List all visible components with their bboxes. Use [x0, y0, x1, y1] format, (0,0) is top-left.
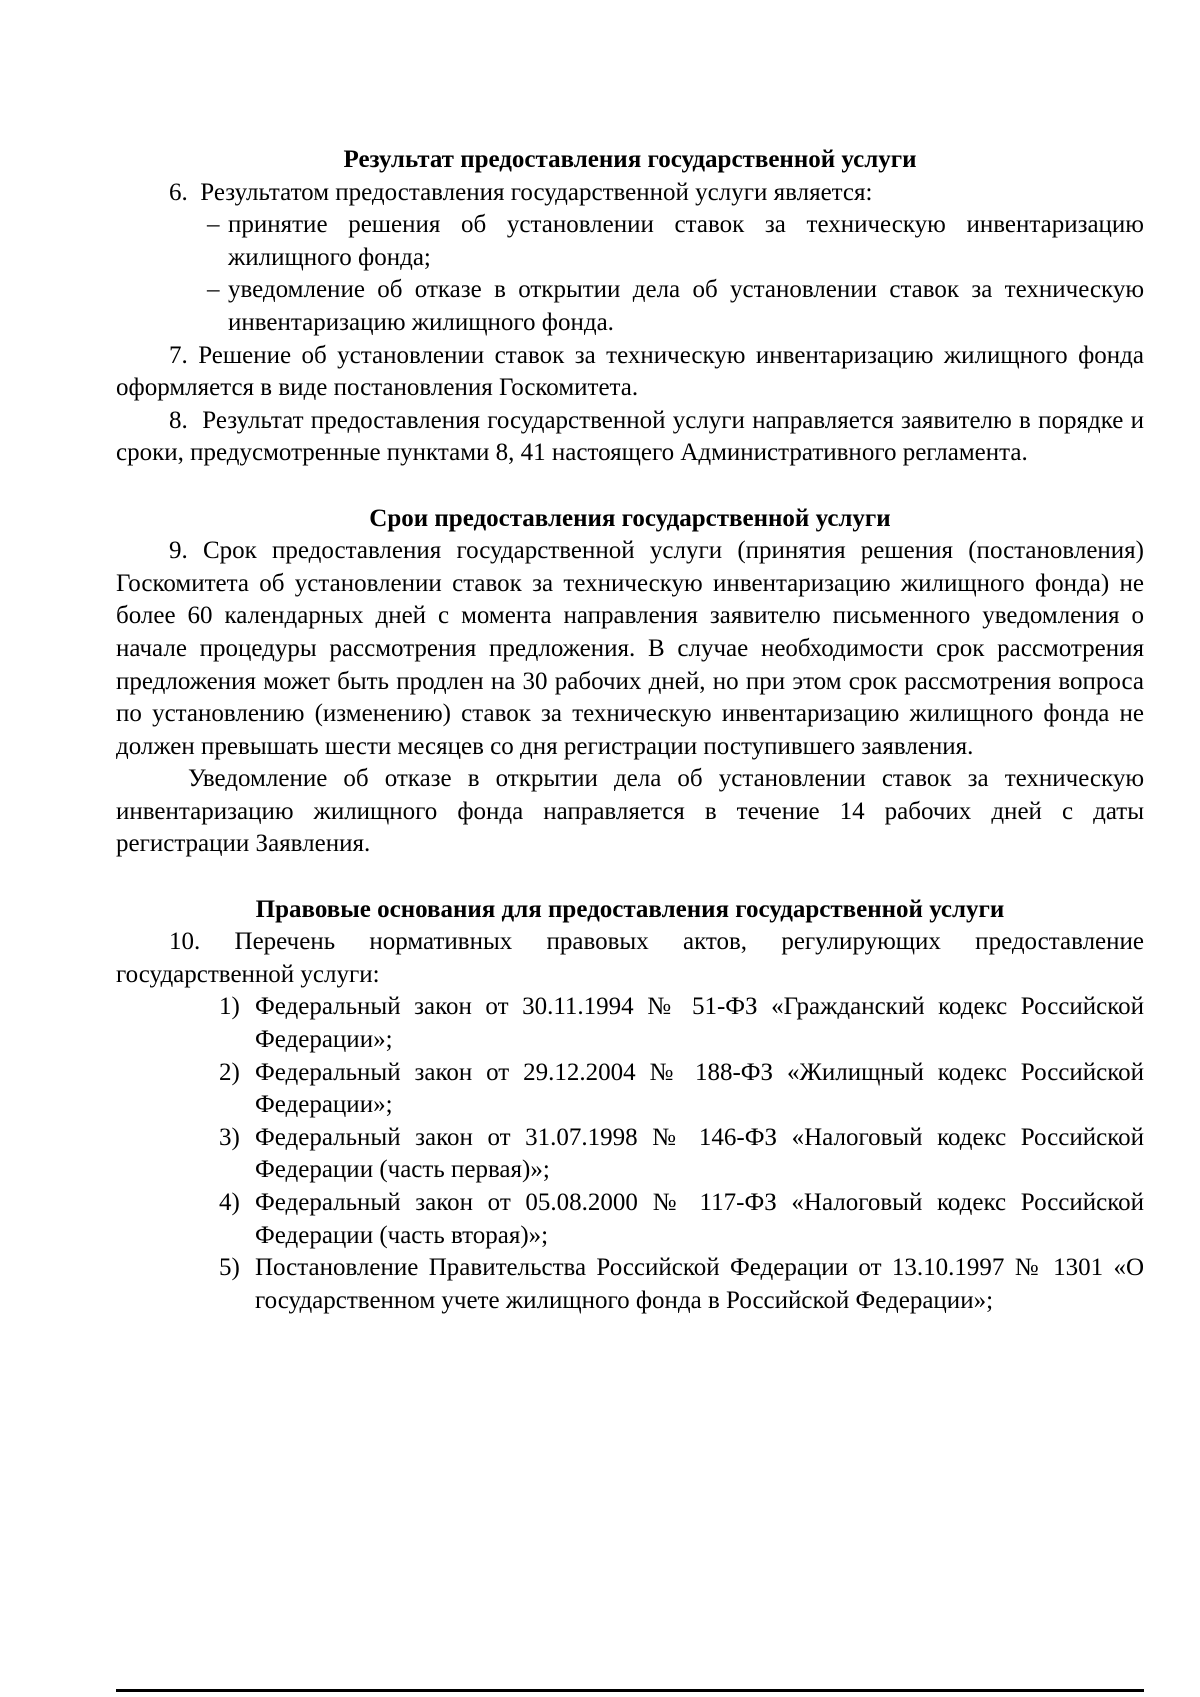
number-marker: 5): [219, 1254, 240, 1282]
list-item: [116, 209, 1144, 274]
number-marker: 3): [219, 1123, 240, 1151]
section-gap: [116, 470, 1144, 503]
list-item-text: Постановление Правительства Российской Федерации от 13.10.1997 № 1301 «О государственном учете жилищного фонда в Российской Федерации»;: [255, 1254, 1144, 1314]
list-item-text: принятие решения об установлении ставок за техническую инвентаризацию жилищного фонда;: [228, 211, 1144, 271]
list-item: [116, 1057, 1144, 1122]
section-gap: [116, 861, 1144, 894]
number-marker: 2): [219, 1058, 240, 1086]
paragraph-7: 7. Решение об установлении ставок за техническую инвентаризацию жилищного фонда оформляется в виде постановления Госкомитета.: [116, 341, 1144, 402]
footer-rule: [116, 1689, 1144, 1692]
list-item: [116, 1252, 1144, 1317]
heading-terms: Срои предоставления государственной услуги: [369, 504, 891, 532]
paragraph-6: 6. Результатом предоставления государственной услуги является:: [169, 178, 873, 206]
heading-result: Результат предоставления государственной услуги: [343, 146, 917, 173]
list-item-text: Федеральный закон от 05.08.2000 № 117-ФЗ «Налоговый кодекс Российской Федерации (часть вторая)»;: [255, 1189, 1144, 1249]
dash-marker: –: [207, 211, 220, 239]
number-marker: 4): [219, 1189, 240, 1216]
list-item: [116, 1187, 1144, 1252]
list-item: [116, 274, 1144, 339]
list-item-text: Федеральный закон от 31.07.1998 № 146-ФЗ «Налоговый кодекс Российской Федерации (часть первая)»;: [255, 1123, 1144, 1184]
document-page: [116, 144, 1144, 1317]
paragraph-10: 10. Перечень нормативных правовых актов, регулирующих предоставление государственной услуги:: [116, 928, 1144, 988]
list-item-text: Федеральный закон от 30.11.1994 № 51-ФЗ «Гражданский кодекс Российской Федерации»;: [255, 993, 1144, 1054]
dash-marker: –: [207, 276, 220, 304]
list-item-text: уведомление об отказе в открытии дела об установлении ставок за техническую инвентаризацию жилищного фонда.: [228, 276, 1144, 336]
heading-legal: Правовые основания для предоставления государственной услуги: [255, 895, 1005, 923]
paragraph-9-notice: Уведомление об отказе в открытии дела об установлении ставок за техническую инвентаризацию жилищного фонда направляется в течение 14 рабочих дней с даты регистрации Заявления.: [116, 765, 1144, 858]
list-item-text: Федеральный закон от 29.12.2004 № 188-ФЗ «Жилищный кодекс Российской Федерации»;: [255, 1058, 1144, 1119]
list-item: [116, 1122, 1144, 1187]
paragraph-8: 8. Результат предоставления государственной услуги направляется заявителю в порядке и сроки, предусмотренные пунктами 8, 41 настоящего Административного регламента.: [116, 406, 1144, 467]
paragraph-9: 9. Срок предоставления государственной услуги (принятия решения (постановления) Госкомитета об установлении ставок за техническую инвентаризацию жилищного фонда) не более 60 календарных дней с момента направления заявителю письменного уведомления о начале процедуры рассмотрения предложения. В случае необходимости срок рассмотрения предложения может быть продлен на 30 рабочих дней, но при этом срок рассмотрения вопроса по установлению (изменению) ставок за техническую инвентаризацию жилищного фонда не должен превышать шести месяцев со дня регистрации поступившего заявления.: [116, 537, 1144, 760]
number-marker: 1): [219, 993, 240, 1021]
list-item: [116, 991, 1144, 1056]
